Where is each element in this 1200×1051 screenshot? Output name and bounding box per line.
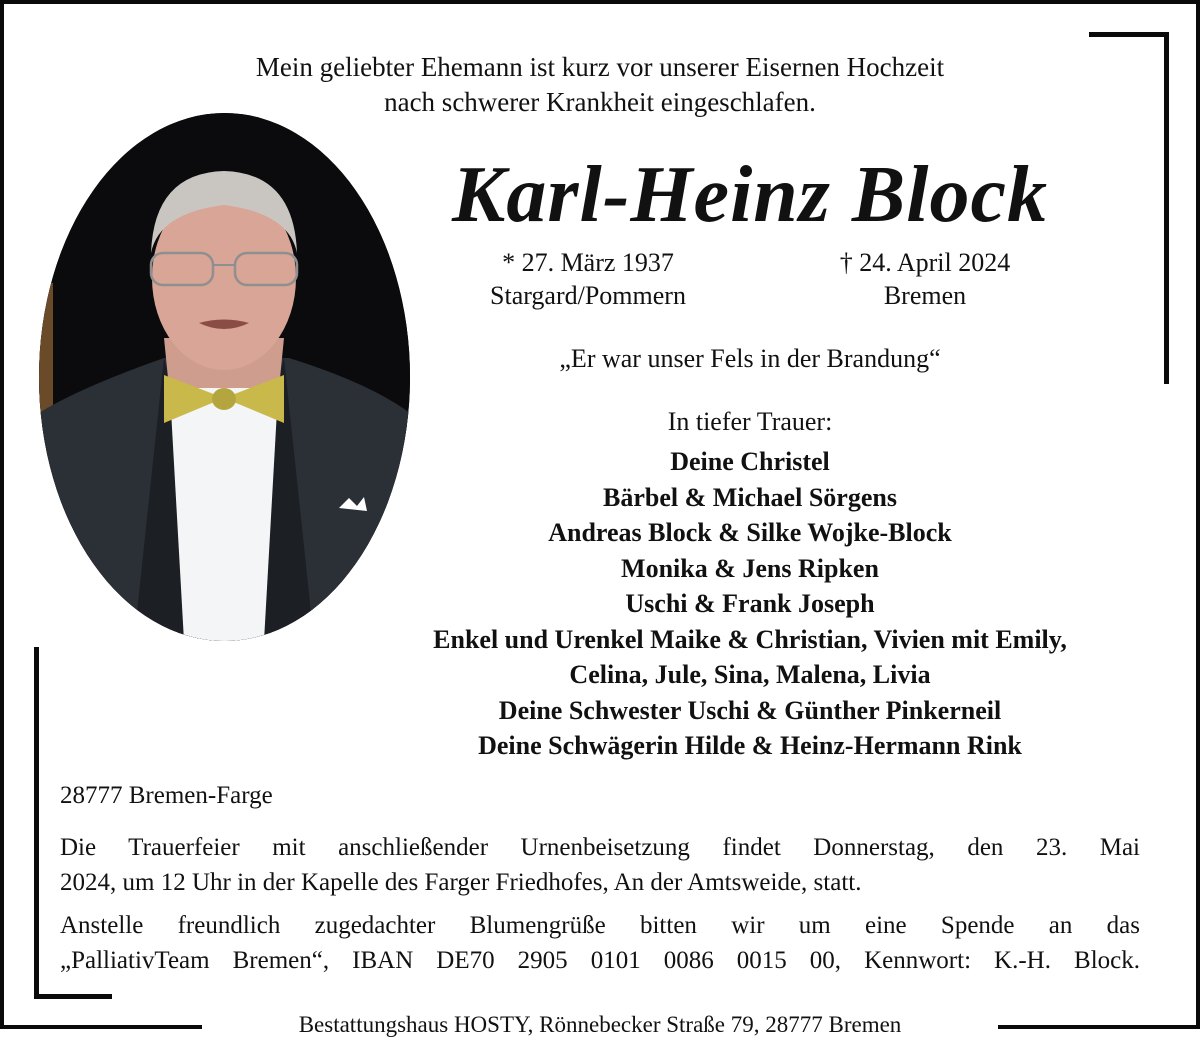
memorial-quote: „Er war unser Fels in der Brandung“ xyxy=(559,344,941,373)
birth-place: Stargard/Pommern xyxy=(490,281,686,310)
death-info xyxy=(775,246,1075,312)
mourner-line: Uschi & Frank Joseph xyxy=(625,589,875,618)
frame-border-right xyxy=(1196,0,1200,1029)
family-address: 28777 Bremen-Farge xyxy=(60,782,273,809)
intro-line-2: nach schwerer Krankheit eingeschlafen. xyxy=(384,87,816,117)
deceased-name: Karl-Heinz Block xyxy=(451,151,1049,239)
ceremony-paragraph xyxy=(60,830,1140,900)
mourner-line: Andreas Block & Silke Wojke-Block xyxy=(548,518,952,547)
mourner-line: Deine Christel xyxy=(670,447,830,476)
corner-bracket-top-right-vertical xyxy=(1164,32,1169,384)
frame-border-bottom-left xyxy=(0,1025,202,1029)
intro-text xyxy=(150,50,1050,120)
donation-line-2: „PalliativTeam Bremen“, IBAN DE70 2905 0101 0086 0015 00, Kennwort: K.-H. Block. xyxy=(60,947,1140,974)
corner-bracket-bottom-left-horizontal xyxy=(34,994,112,999)
mourner-line: Bärbel & Michael Sörgens xyxy=(603,482,897,512)
death-date: † 24. April 2024 xyxy=(839,248,1011,277)
mourner-line: Enkel und Urenkel Maike & Christian, Vivien mit Emily, xyxy=(433,624,1067,654)
frame-border-top xyxy=(0,0,1200,4)
birth-info xyxy=(438,246,738,312)
death-place: Bremen xyxy=(883,281,967,310)
corner-bracket-bottom-left-vertical xyxy=(34,647,39,999)
birth-date: * 27. März 1937 xyxy=(502,248,674,277)
corner-bracket-top-right-horizontal xyxy=(1089,32,1169,37)
funeral-home-footer: Bestattungshaus HOSTY, Rönnebecker Straße 79, 28777 Bremen xyxy=(298,1012,902,1037)
frame-border-left xyxy=(0,0,4,1029)
mourners-list xyxy=(330,444,1170,764)
donation-line-1: Anstelle freundlich zugedachter Blumengrüße bitten wir um eine Spende an das xyxy=(60,912,1140,939)
mourner-line: Celina, Jule, Sina, Malena, Livia xyxy=(569,660,931,689)
intro-line-1: Mein geliebter Ehemann ist kurz vor unserer Eisernen Hochzeit xyxy=(255,52,945,82)
mourner-line: Deine Schwägerin Hilde & Heinz-Hermann Rink xyxy=(478,731,1022,760)
donation-paragraph xyxy=(60,908,1140,978)
mourning-title: In tiefer Trauer: xyxy=(667,407,833,436)
mourner-line: Monika & Jens Ripken xyxy=(621,553,879,583)
mourner-line: Deine Schwester Uschi & Günther Pinkerneil xyxy=(498,695,1002,725)
ceremony-line-2: 2024, um 12 Uhr in der Kapelle des Farger Friedhofes, An der Amtsweide, statt. xyxy=(60,869,862,896)
frame-border-bottom-right xyxy=(998,1025,1200,1029)
ceremony-line-1: Die Trauerfeier mit anschließender Urnenbeisetzung findet Donnerstag, den 23. Mai xyxy=(60,834,1140,861)
